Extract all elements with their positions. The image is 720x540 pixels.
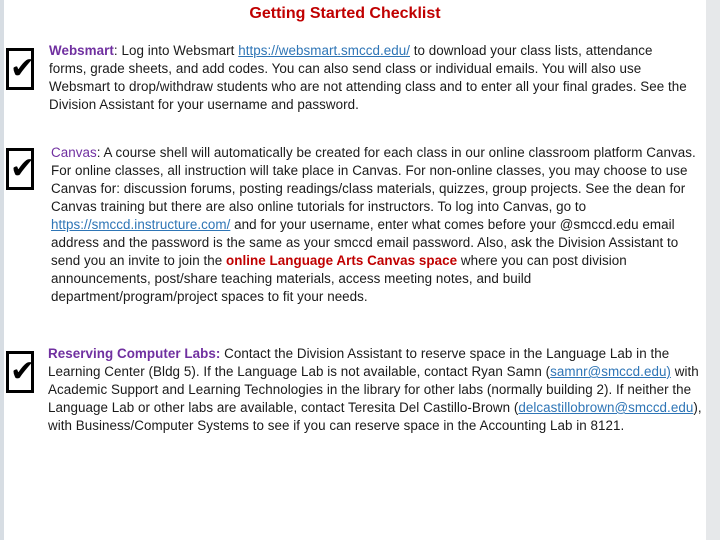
canvas-text — [51, 144, 697, 306]
checkbox[interactable] — [6, 148, 34, 190]
samn-email-link[interactable]: samnr@smccd.edu) — [550, 364, 671, 379]
canvas-link[interactable]: https://smccd.instructure.com/ — [51, 217, 231, 232]
canvas-text-part2: and for your username, enter what comes before your @smccd.edu email address and the password is the same as your smccd email password. Also, ask the Division Assistant to send you an invite to join the — [51, 217, 679, 268]
canvas-space-highlight: online Language Arts Canvas space — [226, 253, 458, 268]
check-mark-icon: ✔ — [10, 151, 36, 186]
websmart-link[interactable]: https://websmart.smccd.edu/ — [238, 43, 410, 58]
websmart-text — [49, 42, 689, 114]
check-mark-icon: ✔ — [10, 354, 36, 389]
checkbox[interactable] — [6, 351, 34, 393]
websmart-text-part2: to download your class lists, attendance forms, grade sheets, and add codes. You can also send class or individual emails. You will also use Websmart to drop/withdraw students who are not attending class and to enter all your final grades. See the Division Assistant for your username and password. — [49, 43, 687, 112]
canvas-heading: Canvas — [51, 145, 97, 160]
page-title: Getting Started Checklist — [249, 5, 441, 22]
checklist-item-computer-labs — [0, 345, 716, 455]
delcastillo-email-link[interactable]: delcastillobrown@smccd.edu — [518, 400, 694, 415]
labs-text-part3: ), with Business/Computer Systems to see if you can reserve space in the Accounting Lab in 8121. — [48, 400, 702, 433]
websmart-text-part1: : Log into Websmart — [113, 43, 239, 58]
checklist-item-canvas — [0, 144, 716, 326]
checkbox[interactable] — [6, 48, 34, 90]
websmart-heading: Websmart — [49, 43, 114, 58]
labs-text-part1: Contact the Division Assistant to reserve space in the Language Lab in the Learning Center (Bldg 5). If the Language Lab is not available, contact Ryan Samn ( — [48, 346, 670, 379]
checklist-item-websmart — [0, 42, 716, 122]
labs-heading: Reserving Computer Labs: — [48, 346, 221, 361]
canvas-text-part1: : A course shell will automatically be created for each class in our online classroom platform Canvas. For online classes, all instruction will take place in Canvas. For non-online classes, you may choose to use Canvas for: discussion forums, posting readings/class materials, quizzes, group projects. See the dean for Canvas training but there are also online tutorials for instructors. To log into Canvas, go to — [51, 145, 696, 214]
check-mark-icon: ✔ — [10, 51, 36, 86]
labs-text-part2: with Academic Support and Learning Technologies in the library for other labs (normally building 2). If neither the Language Lab or other labs are available, contact Teresita Del Castillo-Brown ( — [48, 364, 699, 415]
canvas-text-part3: where you can post division announcements, post/share teaching materials, access meeting notes, and build department/program/project spaces to fit your needs. — [51, 253, 627, 304]
labs-text — [48, 345, 710, 435]
